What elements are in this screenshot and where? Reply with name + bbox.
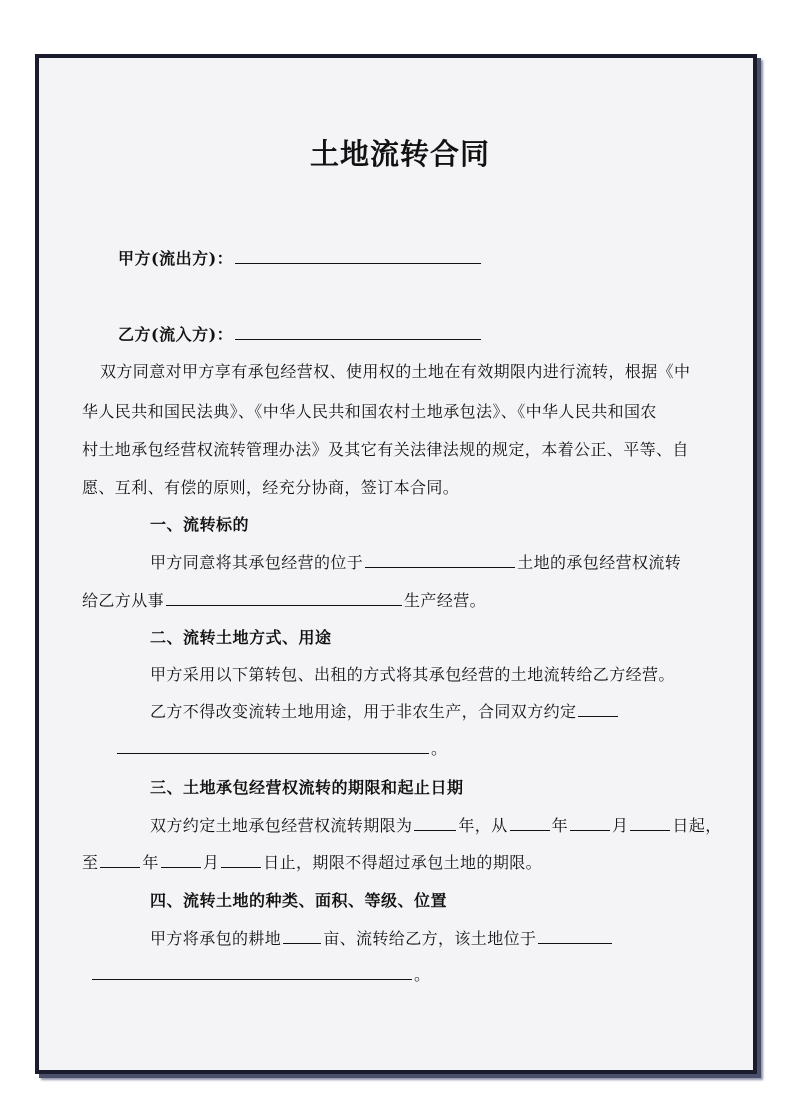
years-blank: [414, 813, 456, 831]
intro-line-1: 双方同意对甲方享有承包经营权、使用权的土地在有效期限内进行流转，根据《中: [100, 362, 691, 381]
land-location-blank: [538, 926, 612, 944]
section-2-heading: 二、流转土地方式、用途: [150, 628, 332, 647]
party-b-label: 乙方(流入方)：: [118, 325, 234, 344]
section-3-heading: 三、土地承包经营权流转的期限和起止日期: [150, 778, 464, 797]
section-3-line-2: [82, 850, 542, 873]
party-a-blank: [235, 246, 481, 264]
text: 年: [142, 853, 159, 872]
text: 甲方将承包的耕地: [150, 929, 282, 948]
intro-line-2: 华人民共和国民法典》、《中华人民共和国农村土地承包法》、《中华人民共和国农: [82, 402, 657, 421]
text: 亩、流转给乙方，该土地位于: [323, 929, 537, 948]
business-blank: [166, 588, 402, 606]
text: 日起，: [672, 816, 722, 835]
text: 年，从: [458, 816, 508, 835]
start-month-blank: [570, 813, 610, 831]
text: 乙方不得改变流转土地用途，用于非农生产，合同双方约定: [150, 702, 577, 721]
section-2-line-3: [115, 736, 447, 759]
section-4-line-2: [90, 962, 430, 985]
text: 。: [431, 739, 448, 758]
section-3-line-1: [150, 813, 722, 836]
text: 日止，期限不得超过承包土地的期限。: [263, 853, 543, 872]
text: 生产经营。: [404, 591, 487, 610]
section-2-para-1: 甲方采用以下第转包、出租的方式将其承包经营的土地流转给乙方经营。: [150, 665, 675, 684]
text: 双方约定土地承包经营权流转期限为: [150, 816, 413, 835]
text: 月: [612, 816, 629, 835]
text: 月: [202, 853, 220, 872]
text: 年: [551, 816, 569, 835]
intro-line-4: 愿、互利、有偿的原则，经充分协商，签订本合同。: [82, 478, 460, 497]
text: 。: [414, 965, 431, 984]
section-1-line-2: [82, 588, 486, 611]
end-year-blank: [100, 850, 140, 868]
start-day-blank: [630, 813, 670, 831]
intro-line-3: 村土地承包经营权流转管理办法》及其它有关法律法规的规定，本着公正、平等、自: [82, 440, 689, 459]
section-2-para-2: [150, 699, 620, 722]
text: 土地的承包经营权流转: [517, 553, 682, 572]
section-4-line-1: [150, 926, 614, 949]
section-4-heading: 四、流转土地的种类、面积、等级、位置: [150, 891, 448, 910]
location-blank: [365, 550, 515, 568]
section-1-line-1: [150, 550, 681, 573]
text: 甲方同意将其承包经营的位于: [150, 553, 364, 572]
party-b-line: [118, 322, 483, 345]
text: 至: [82, 853, 99, 872]
end-month-blank: [161, 850, 201, 868]
end-day-blank: [221, 850, 261, 868]
agreement-blank: [578, 699, 618, 717]
area-blank: [283, 926, 321, 944]
land-location-blank-2: [92, 962, 412, 980]
party-a-label: 甲方(流出方)：: [118, 249, 234, 268]
section-1-heading: 一、流转标的: [150, 515, 250, 534]
start-year-blank: [510, 813, 550, 831]
agreement-blank-2: [117, 736, 429, 754]
text: 给乙方从事: [82, 591, 165, 610]
party-b-blank: [235, 322, 481, 340]
page-title: 土地流转合同: [309, 137, 490, 171]
party-a-line: [118, 246, 483, 269]
